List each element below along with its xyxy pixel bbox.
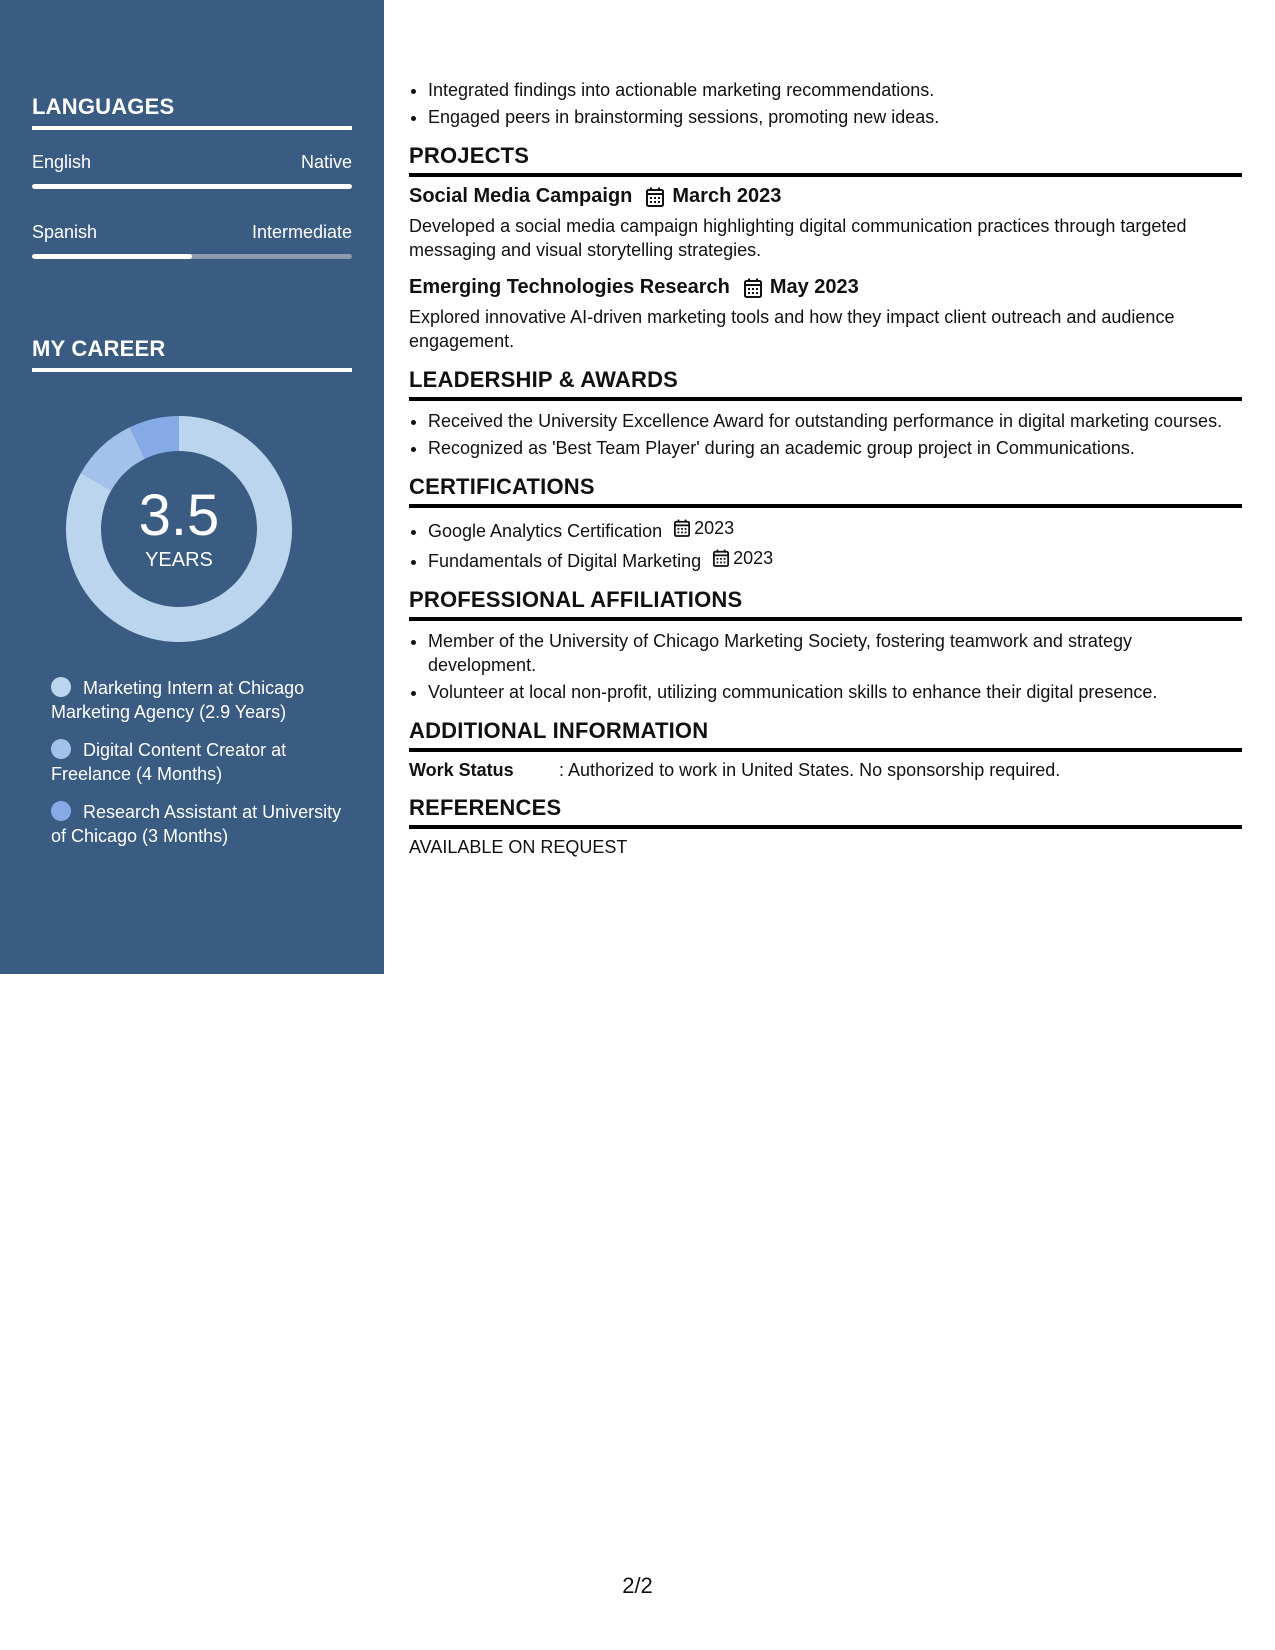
references-section (409, 795, 1242, 858)
calendar-icon (713, 549, 729, 567)
certification-year: 2023 (694, 518, 735, 538)
project-date: March 2023 (672, 185, 782, 207)
certification-date (713, 546, 773, 570)
language-level: Native (300, 152, 352, 172)
certification-date (674, 516, 734, 540)
affiliations-list (409, 629, 1242, 704)
certification-name: Fundamentals of Digital Marketing (428, 551, 702, 571)
section-title: PROFESSIONAL AFFILIATIONS (409, 587, 1242, 621)
project-description: Developed a social media campaign highlighting digital communication practices through targeted messaging and visual storytelling strategies. (409, 216, 1187, 260)
project-name: Emerging Technologies Research (409, 276, 730, 298)
languages-title: LANGUAGES (32, 94, 352, 130)
list-item: • Received the University Excellence Award for outstanding performance in digital marketing courses. (428, 409, 1242, 433)
certifications-section (409, 474, 1242, 573)
career-legend-dot (51, 677, 71, 697)
section-title: PROJECTS (409, 143, 1242, 177)
language-row-spanish (32, 222, 352, 243)
work-status-row (409, 760, 1242, 781)
project-heading (409, 185, 1242, 208)
career-legend-dot (51, 739, 71, 759)
career-list (51, 676, 351, 862)
calendar-icon (744, 278, 762, 298)
work-status-label: Work Status (409, 760, 514, 780)
affiliations-section (409, 587, 1242, 704)
career-donut-chart (66, 416, 292, 642)
career-donut-svg (66, 416, 292, 642)
language-proficiency-fill (32, 254, 192, 259)
leadership-list (409, 409, 1242, 460)
page-number: 2/2 (622, 1573, 653, 1598)
list-item: • Engaged peers in brainstorming sessions, promoting new ideas. (428, 105, 1242, 129)
section-title: LEADERSHIP & AWARDS (409, 367, 1242, 401)
language-level: Intermediate (251, 222, 352, 242)
leadership-section (409, 367, 1242, 460)
language-proficiency-bar (32, 254, 352, 259)
language-row-english (32, 152, 352, 173)
career-total-unit: YEARS (145, 548, 213, 571)
project-description: Explored innovative AI-driven marketing tools and how they impact client outreach and audience engagement. (409, 307, 1175, 351)
section-title: CERTIFICATIONS (409, 474, 1242, 508)
career-item-label: Digital Content Creator at Freelance (4 Months) (51, 740, 287, 784)
language-proficiency-fill (32, 184, 352, 189)
certification-name: Google Analytics Certification (428, 521, 663, 541)
section-title: REFERENCES (409, 795, 1242, 829)
additional-info-section (409, 718, 1242, 781)
career-title: MY CAREER (32, 336, 352, 372)
career-item (51, 738, 351, 786)
section-title: ADDITIONAL INFORMATION (409, 718, 1242, 752)
career-item-label: Marketing Intern at Chicago Marketing Agency (2.9 Years) (51, 678, 305, 722)
career-total-value: 3.5 (138, 482, 220, 548)
career-legend-dot (51, 801, 71, 821)
project-heading (409, 276, 1242, 299)
list-item: • Recognized as 'Best Team Player' during an academic group project in Communications. (428, 436, 1242, 460)
main-content (409, 78, 1242, 858)
language-name: Spanish (32, 222, 98, 242)
list-item: • Member of the University of Chicago Marketing Society, fostering teamwork and strategy development. (428, 629, 1242, 677)
sidebar (0, 0, 384, 974)
references-text: AVAILABLE ON REQUEST (409, 837, 628, 857)
career-item (51, 800, 351, 848)
work-status-value: : Authorized to work in United States. No sponsorship required. (559, 760, 1061, 780)
certification-year: 2023 (733, 548, 774, 568)
career-item-label: Research Assistant at University of Chicago (3 Months) (51, 802, 342, 846)
career-item (51, 676, 351, 724)
certifications-list (409, 516, 1242, 573)
language-proficiency-bar (32, 184, 352, 189)
projects-section (409, 143, 1242, 353)
language-name: English (32, 152, 92, 172)
project-name: Social Media Campaign (409, 185, 633, 207)
list-item: • Volunteer at local non-profit, utilizing communication skills to enhance their digital presence. (428, 680, 1242, 704)
project-date: May 2023 (769, 276, 859, 298)
calendar-icon (674, 519, 690, 537)
list-item (428, 546, 1242, 573)
list-item (428, 516, 1242, 543)
list-item: • Integrated findings into actionable marketing recommendations. (428, 78, 1242, 102)
calendar-icon (646, 187, 664, 207)
experience-bullets (409, 78, 1242, 129)
